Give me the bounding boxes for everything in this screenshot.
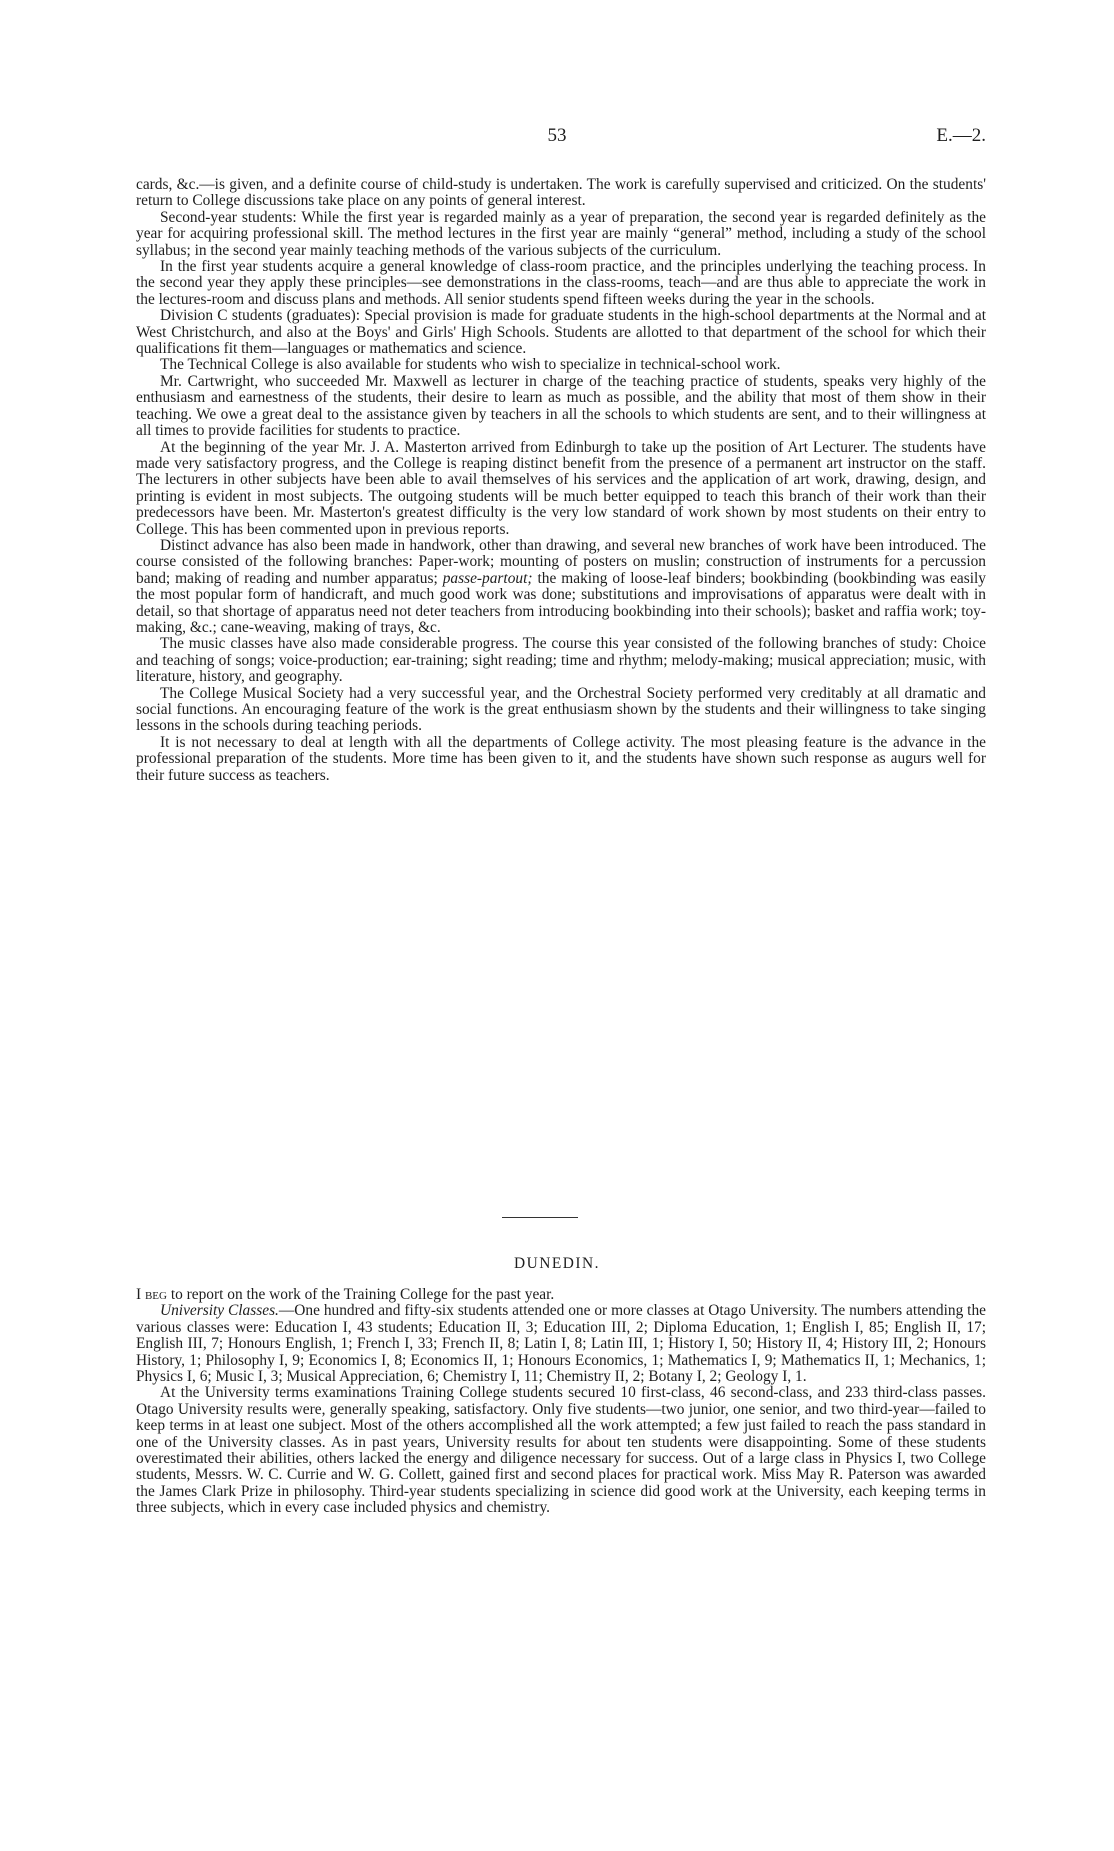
report-body-christchurch: [136, 177, 986, 784]
paragraph: At the beginning of the year Mr. J. A. Masterton arrived from Edinburgh to take up the position of Art Lecturer. The students have made very satisfactory progress, and the College is reaping distinct benefit from the presence of a permanent art instructor on the staff. The lecturers in other subjects have been able to avail themselves of his services and the application of art work, drawing, design, and printing is evident in most subjects. The outgoing students will be much better equipped to teach this branch of their work than their predecessors have been. Mr. Masterton's greatest difficulty is the very low standard of work shown by most students on their entry to College. This has been commented upon in previous reports.: [136, 438, 986, 538]
italic-term: passe-partout;: [442, 569, 533, 587]
paragraph: Second-year students: While the first year is regarded mainly as a year of preparation, the second year is regarded definitely as the year for acquiring professional skill. The method lectures in the first year are mainly “general” method, including a study of the school syllabus; in the second year mainly teaching methods of the various subjects of the curriculum.: [136, 208, 986, 259]
paragraph: Mr. Cartwright, who succeeded Mr. Maxwell as lecturer in charge of the teaching practice of students, speaks very highly of the enthusiasm and earnestness of the students, their desire to learn as much as possible, and the ability that most of them show in their teaching. We owe a great deal to the assistance given by teachers in all the schools to which students are sent, and to their willingness at all times to provide facilities for students to practice.: [136, 372, 986, 440]
italic-subheading: University Classes.: [160, 1302, 279, 1320]
paragraph: The Technical College is also available for students who wish to specialize in technical-school work.: [160, 356, 781, 374]
paragraph: The music classes have also made considerable progress. The course this year consisted of the following branches of study: Choice and teaching of songs; voice-production; ear-training; sight reading; time and rhythm; melody-making; musical appreciation; music, with literature, history, and geography.: [136, 635, 986, 686]
paragraph: It is not necessary to deal at length with all the departments of College activity. The most pleasing feature is the advance in the professional preparation of the students. More time has been given to it, and the students have shown such response as augurs well for their future success as teachers.: [136, 733, 986, 784]
paragraph: Division C students (graduates): Special provision is made for graduate students in the high-school departments at the Normal and at West Christchurch, and also at the Boys' and Girls' High Schools. Students are allotted to that department of the school for which their qualifications fit them—languages or mathematics and science.: [136, 307, 986, 358]
section-divider: [502, 1217, 578, 1218]
intro-paragraph: [136, 1287, 986, 1303]
paragraph-text: —One hundred and fifty-six students attended one or more classes at Otago University. The numbers attending the various classes were: Education I, 43 students; Education II, 3; Education III, 2; Diploma Education, 1; English I, 85; English II, 17; English III, 7; Honours English, 1; French I, 33; French II, 8; Latin I, 8; Latin III, 1; History I, 50; History II, 4; History III, 2; Honours History, 1; Philosophy I, 9; Economics I, 8; Economics II, 1; Honours Economics, 1; Mathematics I, 9; Mathematics II, 1; Mechanics, 1; Physics I, 6; Music I, 3; Musical Appreciation, 6; Chemistry I, 11; Chemistry II, 2; Botany I, 2; Geology I, 1.: [136, 1302, 986, 1386]
paragraph: The College Musical Society had a very successful year, and the Orchestral Society performed very creditably at all dramatic and social functions. An encouraging feature of the work is the great enthusiasm shown by the students and their willingness to take singing lessons in the schools during teaching periods.: [136, 684, 986, 735]
smallcaps-opening: I beg: [136, 1286, 167, 1303]
paragraph-text: to report on the work of the Training College for the past year.: [166, 1286, 555, 1303]
paragraph-text: Distinct advance has also been made in handwork, other than drawing, and several new branches of work have been introduced. The course consisted of the following branches: Paper-work; mounting of posters on muslin; construction of instruments for a percussion band; making of reading and number apparatus;: [136, 536, 986, 587]
university-classes-paragraph: [136, 1303, 986, 1385]
section-heading: DUNEDIN.: [514, 1255, 600, 1272]
page-number: 53: [547, 125, 567, 146]
paragraph-text: the making of loose-leaf binders; bookbinding (bookbinding was easily the most popular form of handicraft, and much good work was done; substitutions and improvisations of apparatus were dealt with in detail, so that shortage of apparatus need not deter teachers from introducing bookbinding into their schools); basket and raffia work; toy-making, &c.; cane-weaving, making of trays, &c.: [136, 569, 986, 636]
document-reference: E.—2.: [936, 125, 986, 146]
paragraph-handwork: [136, 538, 986, 636]
paragraph: cards, &c.—is given, and a definite course of child-study is undertaken. The work is carefully supervised and criticized. On the students' return to College discussions take place on any points of general interest.: [136, 176, 986, 210]
paragraph: In the first year students acquire a general knowledge of class-room practice, and the principles underlying the teaching process. In the second year they apply these principles—see demonstrations in the class-rooms, teach—and are thus able to appreciate the work in the lectures-room and discuss plans and methods. All senior students spend fifteen weeks during the year in the schools.: [136, 258, 986, 308]
paragraph: At the University terms examinations Training College students secured 10 first-class, 46 second-class, and 233 third-class passes. Otago University results were, generally speaking, satisfactory. Only five students—two junior, one senior, and two third-year—failed to keep terms in at least one subject. Most of the others accomplished all the work attempted; a few just failed to reach the pass standard in one of the University classes. As in past years, University results for about ten students were disappointing. Some of these students overestimated their abilities, others lacked the energy and diligence necessary for success. Out of a large class in Physics I, two College students, Messrs. W. C. Currie and W. G. Collett, gained first and second places for practical work. Miss May R. Paterson was awarded the James Clark Prize in philosophy. Third-year students specializing in science did good work at the University, each keeping terms in three subjects, which in every case included physics and chemistry.: [136, 1384, 986, 1517]
report-body-dunedin: [136, 1287, 986, 1517]
